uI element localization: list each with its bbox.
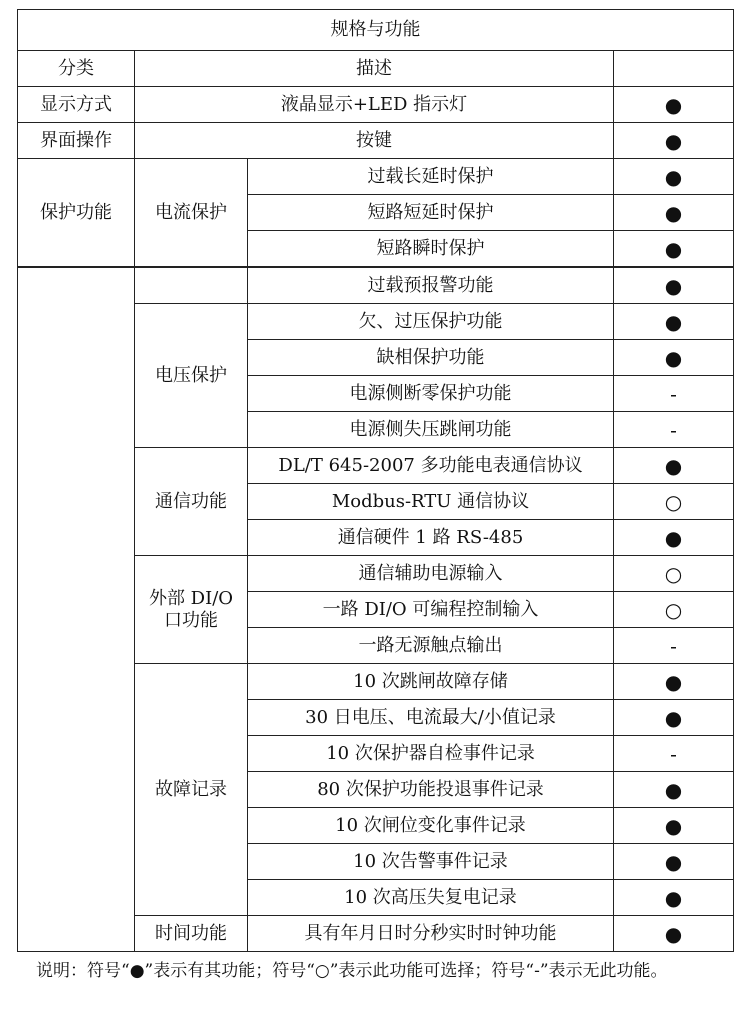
table-header-row	[18, 51, 734, 87]
table-row	[18, 267, 734, 304]
description-cell: 10 次跳闸故障存储	[248, 664, 614, 700]
header-category: 分类	[18, 51, 135, 87]
category-cell	[18, 267, 135, 952]
description-cell: 电源侧失压跳闸功能	[248, 412, 614, 448]
description-cell: 80 次保护功能投退事件记录	[248, 772, 614, 808]
mark-cell: -	[614, 376, 734, 412]
description-cell: 过载预报警功能	[248, 267, 614, 304]
description-cell: 30 日电压、电流最大/小值记录	[248, 700, 614, 736]
category-cell: 保护功能	[18, 159, 135, 268]
subcategory-cell: 通信功能	[135, 448, 248, 556]
spec-table	[17, 9, 734, 952]
mark-cell: ●	[614, 304, 734, 340]
table-row	[18, 159, 734, 195]
table-row	[18, 87, 734, 123]
mark-cell: ●	[614, 700, 734, 736]
legend-note: 说明：符号“●”表示有其功能；符号“○”表示此功能可选择；符号“-”表示无此功能。	[36, 961, 668, 981]
mark-cell: ●	[614, 123, 734, 159]
description-cell: 液晶显示+LED 指示灯	[135, 87, 614, 123]
subcategory-cell: 故障记录	[135, 664, 248, 916]
description-cell: 10 次闸位变化事件记录	[248, 808, 614, 844]
description-cell: 欠、过压保护功能	[248, 304, 614, 340]
mark-cell: ●	[614, 664, 734, 700]
description-cell: 短路短延时保护	[248, 195, 614, 231]
description-cell: 10 次保护器自检事件记录	[248, 736, 614, 772]
table-row	[18, 123, 734, 159]
description-cell: Modbus-RTU 通信协议	[248, 484, 614, 520]
mark-cell: ○	[614, 592, 734, 628]
mark-cell: ●	[614, 231, 734, 268]
mark-cell: ●	[614, 195, 734, 231]
mark-cell: ●	[614, 520, 734, 556]
mark-cell: ●	[614, 340, 734, 376]
mark-cell: -	[614, 736, 734, 772]
subcategory-cell	[135, 556, 248, 664]
subcategory-cell	[135, 267, 248, 304]
description-cell: 过载长延时保护	[248, 159, 614, 195]
description-cell: 短路瞬时保护	[248, 231, 614, 268]
subcategory-cell: 时间功能	[135, 916, 248, 952]
description-cell: 一路无源触点输出	[248, 628, 614, 664]
subcategory-line-2: 口功能	[164, 609, 218, 631]
mark-cell: ●	[614, 916, 734, 952]
header-description: 描述	[135, 51, 614, 87]
table-title: 规格与功能	[18, 10, 734, 51]
header-mark	[614, 51, 734, 87]
mark-cell: ●	[614, 844, 734, 880]
description-cell: 一路 DI/O 可编程控制输入	[248, 592, 614, 628]
mark-cell: ●	[614, 808, 734, 844]
description-cell: 通信辅助电源输入	[248, 556, 614, 592]
mark-cell: -	[614, 412, 734, 448]
category-cell: 界面操作	[18, 123, 135, 159]
description-cell: 通信硬件 1 路 RS-485	[248, 520, 614, 556]
mark-cell: ●	[614, 267, 734, 304]
mark-cell: ●	[614, 880, 734, 916]
subcategory-line-1: 外部 DI/O	[148, 587, 234, 609]
description-cell: 具有年月日时分秒实时时钟功能	[248, 916, 614, 952]
subcategory-cell: 电压保护	[135, 304, 248, 448]
mark-cell: -	[614, 628, 734, 664]
mark-cell: ●	[614, 159, 734, 195]
table-title-row	[18, 10, 734, 51]
mark-cell: ●	[614, 772, 734, 808]
description-cell: DL/T 645-2007 多功能电表通信协议	[248, 448, 614, 484]
mark-cell: ●	[614, 87, 734, 123]
mark-cell: ○	[614, 556, 734, 592]
description-cell: 电源侧断零保护功能	[248, 376, 614, 412]
mark-cell: ●	[614, 448, 734, 484]
description-cell: 10 次告警事件记录	[248, 844, 614, 880]
description-cell: 10 次高压失复电记录	[248, 880, 614, 916]
mark-cell: ○	[614, 484, 734, 520]
category-cell: 显示方式	[18, 87, 135, 123]
description-cell: 缺相保护功能	[248, 340, 614, 376]
subcategory-cell: 电流保护	[135, 159, 248, 268]
description-cell: 按键	[135, 123, 614, 159]
